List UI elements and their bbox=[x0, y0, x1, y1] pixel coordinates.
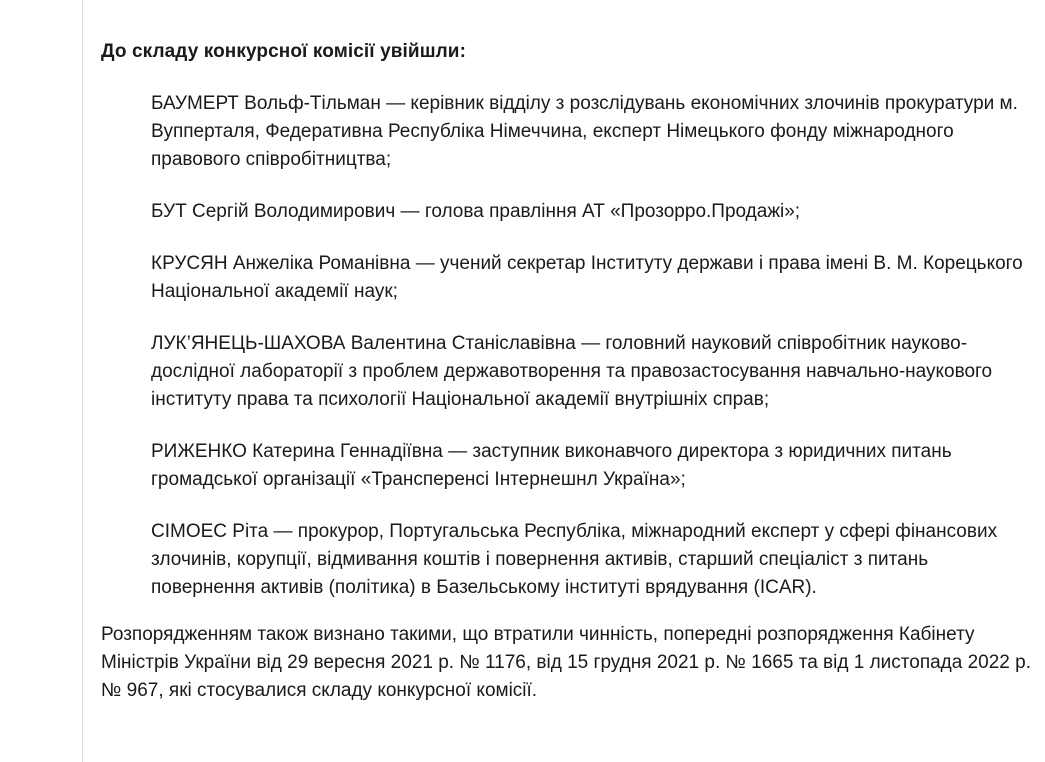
list-item: ЛУК’ЯНЕЦЬ-ШАХОВА Валентина Станіславівна — головний науковий співробітник науково-дослідної лабораторії з проблем державотворення та правозастосування навчально-наукового інституту права та психології Національної академії внутрішніх справ; bbox=[151, 333, 993, 410]
content-divider bbox=[82, 0, 83, 762]
list-item: КРУСЯН Анжеліка Романівна — учений секретар Інституту держави і права імені В. М. Корецького Національної академії наук; bbox=[151, 253, 1023, 302]
section-heading: До складу конкурсної комісії увійшли: bbox=[101, 41, 467, 62]
commission-members-list bbox=[101, 90, 1031, 602]
article-body bbox=[101, 38, 1031, 705]
list-item: РИЖЕНКО Катерина Геннадіївна — заступник виконавчого директора з юридичних питань громадської організації «Трансперенсі Інтернешнл Україна»; bbox=[151, 441, 952, 490]
closing-paragraph: Розпорядженням також визнано такими, що втратили чинність, попередні розпорядження Кабінету Міністрів України від 29 вересня 2021 р. № 1176, від 15 грудня 2021 р. № 1665 та від 1 листопада 2022 р. № 967, які стосувалися складу конкурсної комісії. bbox=[101, 624, 1031, 701]
list-item: БАУМЕРТ Вольф-Тільман — керівник відділу з розслідувань економічних злочинів прокуратури м. Вупперталя, Федеративна Республіка Німеччина, експерт Німецького фонду міжнародного правового співробітництва; bbox=[151, 93, 1018, 170]
list-item: БУТ Сергій Володимирович — голова правління АТ «Прозорро.Продажі»; bbox=[151, 201, 801, 222]
list-item: СІМОЕС Ріта — прокурор, Португальська Республіка, міжнародний експерт у сфері фінансових злочинів, корупції, відмивання коштів і повернення активів, старший спеціаліст з питань повернення активів (політика) в Базельському інституті врядування (ICAR). bbox=[151, 521, 998, 598]
